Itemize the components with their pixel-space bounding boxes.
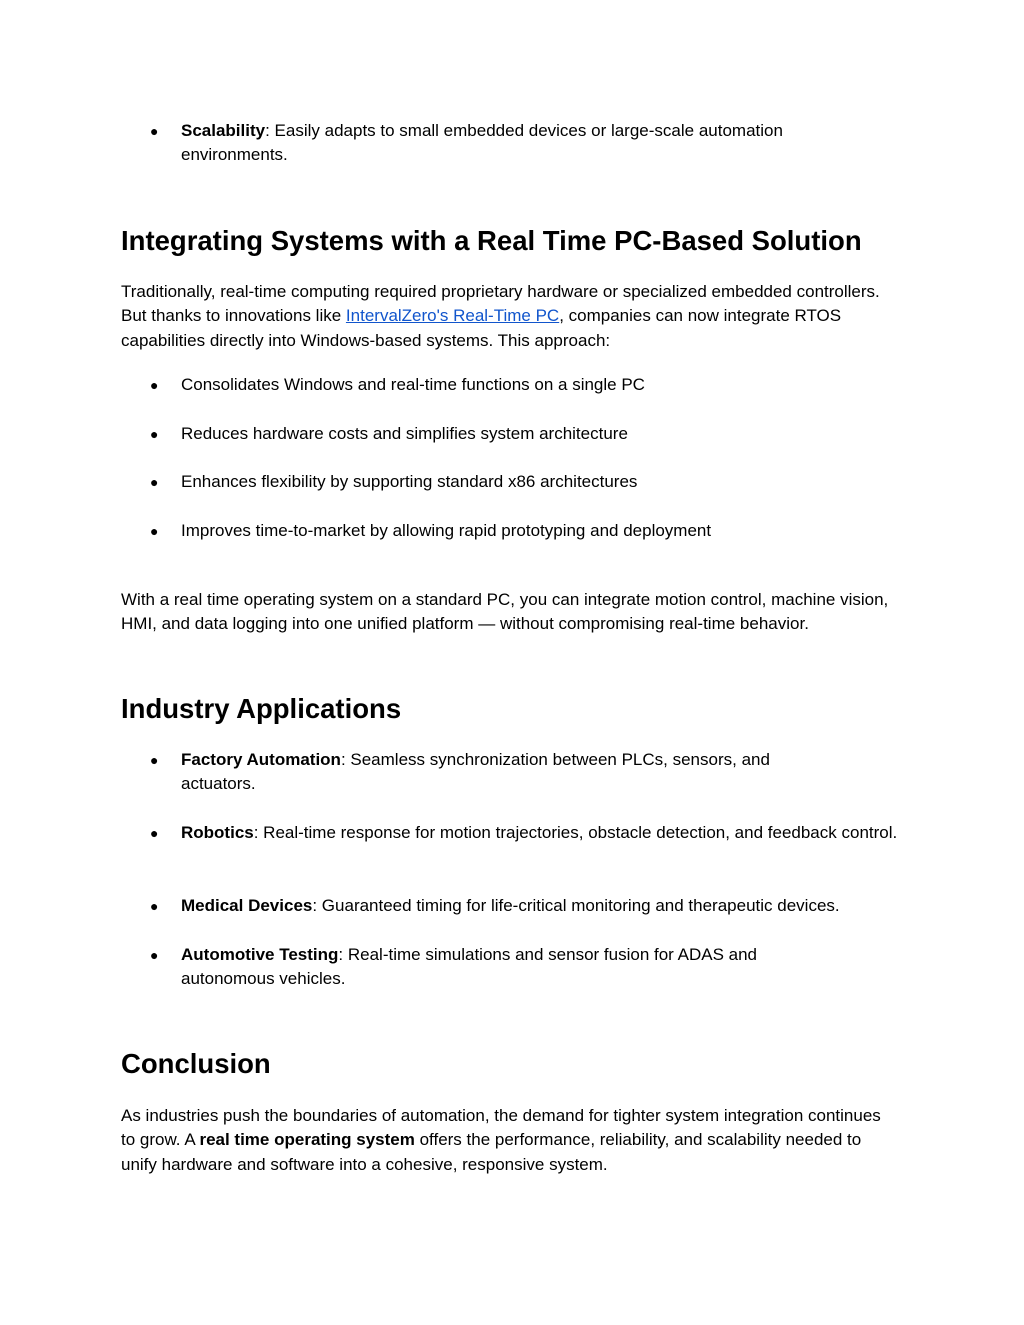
intro-text-before: Traditionally, real-time computing required proprietary hardware or specialized embedded controllers. But thanks to innovations like: [121, 282, 880, 326]
bullet-icon: ●: [150, 377, 159, 393]
list-item-term: Automotive Testing: [181, 945, 339, 964]
bullet-icon: ●: [150, 898, 159, 914]
section-heading-industry: [121, 692, 911, 726]
paragraph-text: With a real time operating system on a standard PC, you can integrate motion control, machine vision, HMI, and data logging into one unified platform — without compromising real-time behavior.: [121, 590, 889, 634]
intro-paragraph: [121, 280, 891, 353]
intro-text-after: , companies can now integrate RTOS capabilities directly into Windows-based systems. This approach:: [121, 306, 842, 350]
bullet-icon: ●: [150, 947, 159, 963]
paragraph-text: [121, 280, 891, 353]
heading-text: Industry Applications: [121, 693, 402, 724]
list-item-text: Reduces hardware costs and simplifies system architecture: [181, 424, 628, 443]
bullet-icon: ●: [150, 123, 159, 139]
list-item-text: [181, 119, 861, 168]
list-item-text: [181, 821, 901, 845]
bullet-icon: ●: [150, 474, 159, 490]
closing-paragraph: [121, 588, 901, 637]
heading-text: Integrating Systems with a Real Time PC-Based Solution: [121, 225, 862, 256]
list-item-description: : Guaranteed timing for life-critical monitoring and therapeutic devices.: [312, 896, 840, 915]
list-item-term: Medical Devices: [181, 896, 313, 915]
heading-text: Conclusion: [121, 1048, 271, 1079]
conclusion-text-after: offers the performance, reliability, and scalability needed to unify hardware and software into a cohesive, responsive system.: [121, 1130, 862, 1174]
section-heading-integrating: [121, 224, 911, 258]
list-item-description: : Real-time simulations and sensor fusion for ADAS and autonomous vehicles.: [181, 945, 758, 989]
list-item-description: : Real-time response for motion trajectories, obstacle detection, and feedback control.: [253, 823, 898, 842]
paragraph-text: [121, 1104, 881, 1177]
list-item-text: [181, 748, 841, 797]
list-item-description: : Easily adapts to small embedded devices or large-scale automation environments.: [181, 121, 783, 165]
intervalzero-link[interactable]: IntervalZero's Real-Time PC: [345, 306, 560, 326]
list-item-term: Scalability: [181, 121, 266, 140]
list-item-text: Improves time-to-market by allowing rapid prototyping and deployment: [181, 521, 712, 540]
list-item-term: Robotics: [181, 823, 254, 842]
bullet-icon: ●: [150, 523, 159, 539]
list-item-term: Factory Automation: [181, 750, 341, 769]
bullet-icon: ●: [150, 752, 159, 768]
bullet-icon: ●: [150, 825, 159, 841]
section-heading-conclusion: [121, 1047, 911, 1081]
conclusion-paragraph: [121, 1104, 881, 1177]
list-item-description: : Seamless synchronization between PLCs, sensors, and actuators.: [181, 750, 770, 794]
bullet-icon: ●: [150, 426, 159, 442]
conclusion-text-before: As industries push the boundaries of automation, the demand for tighter system integration continues to grow. A: [121, 1106, 881, 1150]
list-item-text: Consolidates Windows and real-time functions on a single PC: [181, 375, 645, 394]
conclusion-bold-phrase: real time operating system: [199, 1130, 415, 1150]
list-item-text: [181, 894, 921, 918]
list-item-text: [181, 943, 831, 992]
list-item-text: Enhances flexibility by supporting standard x86 architectures: [181, 472, 638, 491]
